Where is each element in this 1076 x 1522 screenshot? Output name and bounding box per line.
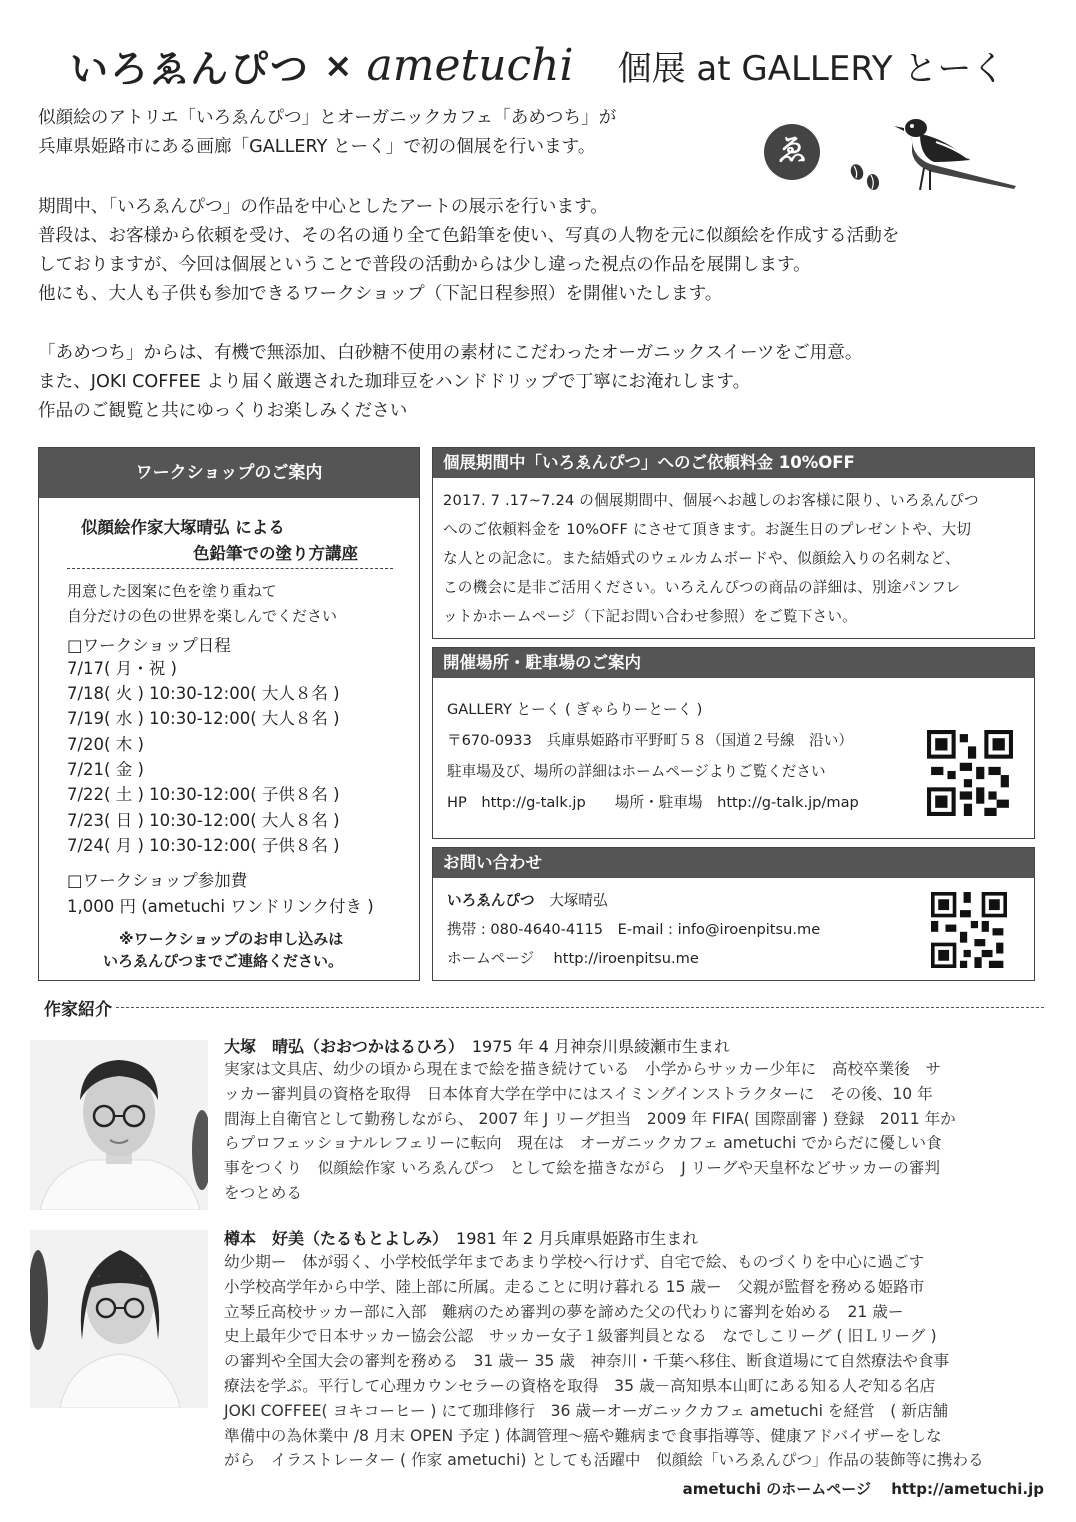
schedule-item: 7/23( 日 ) 10:30-12:00( 大人８名 ) <box>67 811 340 830</box>
schedule-item: 7/19( 水 ) 10:30-12:00( 大人８名 ) <box>67 709 340 728</box>
artist-1-bio <box>224 1057 956 1206</box>
artist-1-name: 大塚 晴弘（おおつかはるひろ） <box>224 1037 456 1056</box>
bio-line: らプロフェッショナルレフェリーに転向 現在は オーガニックカフェ ametuchi でからだに優しい食 <box>224 1134 942 1153</box>
workshop-desc: 自分だけの色の世界を楽しんでください <box>67 607 338 625</box>
exhibition-subtitle: 個展 at GALLERY とーく <box>617 49 1006 89</box>
schedule-item: 7/18( 火 ) 10:30-12:00( 大人８名 ) <box>67 684 340 703</box>
venue-qr-code-icon[interactable] <box>927 730 1013 816</box>
contact-person: 大塚晴弘 <box>549 892 608 909</box>
bio-line: 準備中の為休業中 /8 月末 OPEN 予定 ) 体調管理～癌や難病まで食事指導等、健康アドバイザーをしな <box>224 1426 942 1445</box>
discount-box <box>432 447 1035 639</box>
schedule-item: 7/24( 月 ) 10:30-12:00( 子供８名 ) <box>67 836 340 855</box>
artist-2-heading <box>224 1226 698 1249</box>
schedule-item: 7/22( 土 ) 10:30-12:00( 子供８名 ) <box>67 785 340 804</box>
discount-header: 個展期間中「いろゑんぴつ」へのご依頼料金 10%OFF <box>433 448 1034 478</box>
contact-homepage[interactable]: ホームページ http://iroenpitsu.me <box>447 950 699 967</box>
intro-line: 兵庫県姫路市にある画廊「GALLERY とーく」で初の個展を行います。 <box>38 137 596 157</box>
fee-value: 1,000 円 (ametuchi ワンドリンク付き ) <box>67 897 374 916</box>
intro-line: 作品のご観覧と共にゆっくりお楽しみください <box>38 401 408 421</box>
contact-phone-email[interactable]: 携帯 : 080-4640-4115 E-mail : info@iroenpitsu.me <box>447 921 821 938</box>
bio-line: 史上最年少で日本サッカー協会公認 サッカー女子１級審判員となる なでしこリーグ ( 旧Ｌリーグ ) <box>224 1327 937 1346</box>
bio-line: 間海上自衛官として勤務しながら、 2007 年 J リーグ担当 2009 年 FIFA( 国際副審 ) 登録 2011 年か <box>224 1109 956 1128</box>
workshop-box <box>38 447 420 981</box>
bio-line: の審判や全国大会の審判を務める 31 歳ー 35 歳 神奈川・千葉へ移住、断食道場にて自然療法や食事 <box>224 1352 950 1371</box>
intro-line: 他にも、大人も子供も参加できるワークショップ（下記日程参照）を開催いたします。 <box>38 284 723 304</box>
wagtail-bird-icon <box>890 112 1020 194</box>
schedule-label: □ワークショップ日程 <box>67 636 231 655</box>
workshop-header: ワークショップのご案内 <box>39 448 419 498</box>
discount-line: な人との記念に。また結婚式のウェルカムボードや、似顔絵入りの名刺など、 <box>443 550 960 567</box>
workshop-title-2: 色鉛筆での塗り方講座 <box>193 544 358 563</box>
footer-homepage[interactable]: ametuchi のホームページ http://ametuchi.jp <box>682 1480 1044 1498</box>
contact-qr-code-icon[interactable] <box>931 892 1007 968</box>
artist-1-born: 1975 年 4 月神奈川県綾瀬市生まれ <box>471 1037 731 1056</box>
workshop-desc: 用意した図案に色を塗り重ねて <box>67 582 277 600</box>
artist-2-bio <box>224 1250 984 1473</box>
workshop-title-1: 似顔絵作家大塚晴弘 による <box>81 518 285 537</box>
workshop-note: いろゑんぴつまでご連絡ください。 <box>103 952 344 970</box>
artists-label: 作家紹介 <box>44 1000 112 1020</box>
contact-header: お問い合わせ <box>433 848 1034 878</box>
venue-line: 駐車場及び、場所の詳細はホームページよりご覧ください <box>447 763 826 780</box>
bio-line: をつとめる <box>224 1183 302 1202</box>
venue-box <box>432 647 1035 839</box>
discount-text <box>443 486 979 631</box>
venue-header: 開催場所・駐車場のご案内 <box>433 648 1034 678</box>
bio-line: 立琴丘高校サッカー部に入部 難病のため審判の夢を諦めた父の代わりに審判を始める 21 歳ー <box>224 1302 904 1321</box>
artist-photo-tarumoto <box>30 1230 208 1408</box>
artist-1-heading <box>224 1034 730 1057</box>
bio-line: 事をつくり 似顔絵作家 いろゑんぴつ として絵を描きながら J リーグや天皇杯などサッカーの審判 <box>224 1159 940 1178</box>
artist-photo-otsuka <box>30 1040 208 1210</box>
discount-line: へのご依頼料金を 10%OFF にさせて頂きます。お誕生日のプレゼントや、大切 <box>443 521 972 538</box>
venue-line[interactable]: HP http://g-talk.jp 場所・駐車場 http://g-talk.jp/map <box>447 794 859 811</box>
contact-name: いろゑんぴつ <box>447 892 535 909</box>
workshop-note: ※ワークショップのお申し込みは <box>119 930 344 948</box>
schedule-item: 7/21( 金 ) <box>67 760 144 779</box>
intro-line: 期間中、「いろゑんぴつ」の作品を中心としたアートの展示を行います。 <box>38 197 608 217</box>
venue-text <box>447 694 859 818</box>
page-title <box>70 38 1060 98</box>
cross-mark: × <box>324 45 353 86</box>
bio-line: 実家は文具店、幼少の頃から現在まで絵を描き続けている 小学からサッカー少年に 高校卒業後 サ <box>224 1060 942 1078</box>
intro-line: 普段は、お客様から依頼を受け、その名の通り全て色鉛筆を使い、写真の人物を元に似顔絵を作成する活動を <box>38 226 900 246</box>
discount-line: ットかホームページ（下記お問い合わせ参照）をご覧下さい。 <box>443 608 857 625</box>
discount-line: この機会に是非ご活用ください。いろえんぴつの商品の詳細は、別途パンフレ <box>443 579 961 596</box>
divider <box>116 1007 1044 1008</box>
intro-line: 「あめつち」からは、有機で無添加、白砂糖不使用の素材にこだわったオーガニックスイーツをご用意。 <box>38 343 863 363</box>
bio-line: ッカー審判員の資格を取得 日本体育大学在学中にはスイミングインストラクターに その後、10 年 <box>224 1084 933 1103</box>
discount-line: 2017. 7 .17~7.24 の個展期間中、個展へお越しのお客様に限り、いろゑんぴつ <box>443 492 979 509</box>
venue-line: 〒670-0933 兵庫県姫路市平野町５８（国道２号線 沿い） <box>447 732 853 749</box>
artist-2-born: 1981 年 2 月兵庫県姫路市生まれ <box>456 1229 699 1248</box>
fee-label: □ワークショップ参加費 <box>67 871 248 890</box>
intro-line: しておりますが、今回は個展ということで普段の活動からは少し違った視点の作品を展開します。 <box>38 255 811 275</box>
bio-line: 療法を学ぶ。平行して心理カウンセラーの資格を取得 35 歳－高知県本山町にある知る人ぞ知る名店 <box>224 1376 936 1395</box>
schedule-item: 7/20( 木 ) <box>67 735 144 754</box>
iroenpitsu-logo: ゑ <box>764 124 820 180</box>
schedule-item: 7/17( 月・祝 ) <box>67 659 177 678</box>
intro-line: また、JOKI COFFEE より届く厳選された珈琲豆をハンドドリップで丁寧にお淹れします。 <box>38 372 751 392</box>
bio-line: 小学校高学年から中学、陸上部に所属。走ることに明け暮れる 15 歳ー 父親が監督を務める姫路市 <box>224 1277 925 1296</box>
venue-line: GALLERY とーく ( ぎゃらりーとーく ) <box>447 701 703 718</box>
bio-line: がら イラストレーター ( 作家 ametuchi) としても活躍中 似顔絵「いろゑんぴつ」作品の装飾等に携わる <box>224 1451 984 1470</box>
intro-line: 似顔絵のアトリエ「いろゑんぴつ」とオーガニックカフェ「あめつち」が <box>38 108 617 128</box>
brand-iroenpitsu: いろゑんぴつ <box>70 47 311 91</box>
bio-line: JOKI COFFEE( ヨキコーヒー ) にて珈琲修行 36 歳ーオーガニックカフェ ametuchi を経営 ( 新店舗 <box>224 1401 949 1420</box>
contact-text <box>447 886 820 973</box>
contact-box <box>432 847 1035 981</box>
divider <box>67 568 393 569</box>
brand-ametuchi: ametuchi <box>366 40 574 91</box>
coffee-beans-icon <box>846 158 886 198</box>
artist-2-name: 樽本 好美（たるもとよしみ） <box>224 1229 441 1248</box>
bio-line: 幼少期ー 体が弱く、小学校低学年まであまり学校へ行けず、自宅で絵、ものづくりを中心に過ごす <box>224 1253 925 1271</box>
